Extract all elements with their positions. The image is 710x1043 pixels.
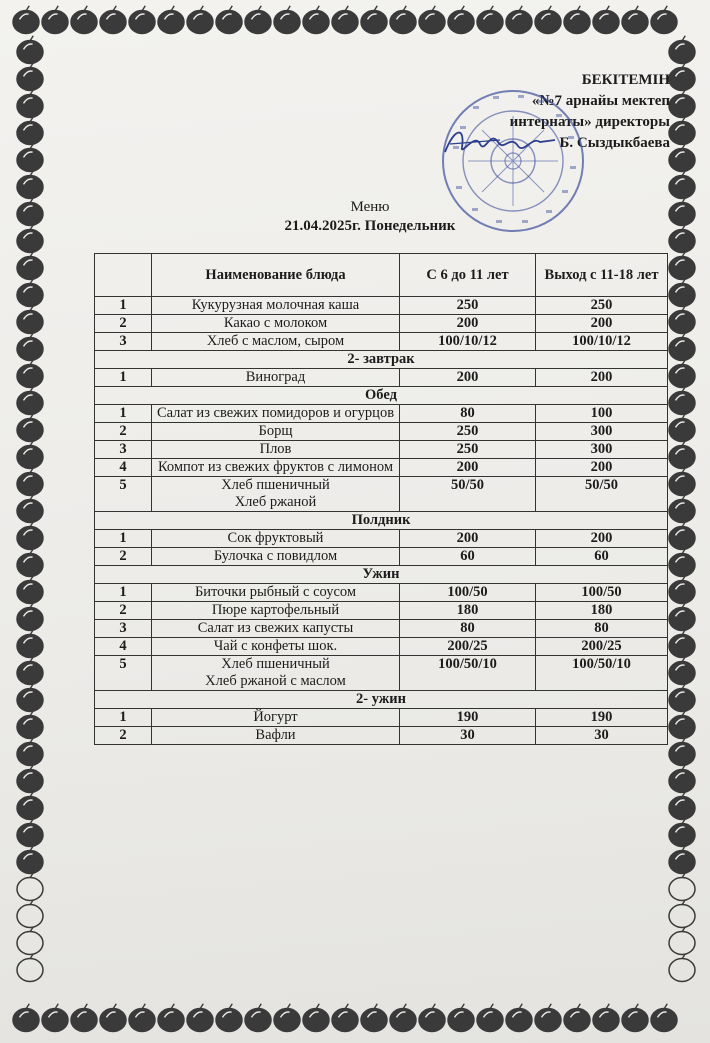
- row-number: 2: [95, 548, 152, 566]
- border-apple-icon: [17, 333, 43, 361]
- border-apple-icon: [419, 6, 445, 34]
- menu-title: Меню: [350, 199, 390, 215]
- row-number: 4: [95, 638, 152, 656]
- border-apple-icon: [17, 900, 43, 928]
- row-number: 5: [95, 477, 152, 512]
- border-apple-icon: [17, 738, 43, 766]
- border-apple-icon: [17, 495, 43, 523]
- row-number: 2: [95, 602, 152, 620]
- approval-line-2: интернаты» директоры: [509, 114, 670, 130]
- portion-6-11: 250: [400, 441, 536, 459]
- portion-6-11: 30: [400, 727, 536, 745]
- border-apple-icon: [17, 144, 43, 172]
- row-number: 5: [95, 656, 152, 691]
- dish-name: Хлеб с маслом, сыром: [152, 333, 400, 351]
- table-row: [95, 315, 668, 333]
- portion-11-18: 200: [536, 530, 668, 548]
- border-apple-icon: [245, 6, 271, 34]
- portion-11-18: 100/50: [536, 584, 668, 602]
- border-apple-icon: [17, 522, 43, 550]
- border-apple-icon: [17, 468, 43, 496]
- border-apple-icon: [669, 738, 695, 766]
- table-header-row: [95, 254, 668, 297]
- border-apple-icon: [71, 1004, 97, 1032]
- portion-11-18: 190: [536, 709, 668, 727]
- approval-line-1: «№7 арнайы мектеп: [531, 93, 670, 109]
- section-title: Полдник: [95, 512, 668, 530]
- header-age-6-11: С 6 до 11 лет: [400, 254, 536, 297]
- portion-11-18: 100/50/10: [536, 656, 668, 691]
- border-apple-icon: [100, 1004, 126, 1032]
- row-number: 4: [95, 459, 152, 477]
- border-apple-icon: [274, 6, 300, 34]
- portion-11-18: 200: [536, 459, 668, 477]
- portion-11-18: 50/50: [536, 477, 668, 512]
- border-apple-icon: [17, 765, 43, 793]
- border-apple-icon: [669, 387, 695, 415]
- border-apple-icon: [216, 1004, 242, 1032]
- row-number: 1: [95, 297, 152, 315]
- border-apple-icon: [669, 495, 695, 523]
- portion-11-18: 300: [536, 441, 668, 459]
- border-apple-icon: [17, 279, 43, 307]
- portion-11-18: 200: [536, 369, 668, 387]
- header-age-11-18: Выход с 11-18 лет: [536, 254, 668, 297]
- section-header-row: [95, 351, 668, 369]
- border-apple-icon: [17, 549, 43, 577]
- border-apple-icon: [158, 6, 184, 34]
- dish-name: Виноград: [152, 369, 400, 387]
- section-header-row: [95, 691, 668, 709]
- border-apple-icon: [17, 684, 43, 712]
- border-apple-icon: [13, 6, 39, 34]
- portion-11-18: 200: [536, 315, 668, 333]
- portion-11-18: 200/25: [536, 638, 668, 656]
- dish-name: Булочка с повидлом: [152, 548, 400, 566]
- row-number: 1: [95, 709, 152, 727]
- border-apple-icon: [17, 171, 43, 199]
- border-apple-icon: [17, 387, 43, 415]
- portion-11-18: 250: [536, 297, 668, 315]
- dish-name: Хлеб пшеничный Хлеб ржаной с маслом: [152, 656, 400, 691]
- border-apple-icon: [669, 792, 695, 820]
- border-apple-icon: [669, 576, 695, 604]
- border-apple-icon: [669, 603, 695, 631]
- dish-name: Салат из свежих помидоров и огурцов: [152, 405, 400, 423]
- border-apple-icon: [622, 1004, 648, 1032]
- border-apple-icon: [535, 1004, 561, 1032]
- border-apple-icon: [506, 1004, 532, 1032]
- portion-11-18: 80: [536, 620, 668, 638]
- portion-6-11: 190: [400, 709, 536, 727]
- portion-6-11: 80: [400, 405, 536, 423]
- border-apple-icon: [669, 711, 695, 739]
- border-apple-icon: [274, 1004, 300, 1032]
- border-apple-icon: [17, 360, 43, 388]
- border-apple-icon: [361, 6, 387, 34]
- portion-11-18: 300: [536, 423, 668, 441]
- border-apple-icon: [361, 1004, 387, 1032]
- table-row: [95, 620, 668, 638]
- table-row: [95, 297, 668, 315]
- border-apple-icon: [158, 1004, 184, 1032]
- border-apple-icon: [669, 252, 695, 280]
- table-row: [95, 369, 668, 387]
- director-signature: [440, 122, 560, 162]
- border-apple-icon: [669, 198, 695, 226]
- row-number: 2: [95, 315, 152, 333]
- row-number: 3: [95, 441, 152, 459]
- border-apple-icon: [13, 1004, 39, 1032]
- border-apple-icon: [17, 711, 43, 739]
- border-apple-icon: [100, 6, 126, 34]
- section-title: Обед: [95, 387, 668, 405]
- portion-6-11: 180: [400, 602, 536, 620]
- dish-name: Пюре картофельный: [152, 602, 400, 620]
- border-apple-icon: [669, 927, 695, 955]
- table-row: [95, 656, 668, 691]
- portion-6-11: 200: [400, 315, 536, 333]
- border-apple-icon: [669, 900, 695, 928]
- row-number: 1: [95, 530, 152, 548]
- border-apple-icon: [332, 1004, 358, 1032]
- dish-name: Борщ: [152, 423, 400, 441]
- portion-11-18: 100/10/12: [536, 333, 668, 351]
- border-apple-icon: [669, 225, 695, 253]
- section-title: 2- ужин: [95, 691, 668, 709]
- row-number: 3: [95, 333, 152, 351]
- border-apple-icon: [535, 6, 561, 34]
- border-apple-icon: [187, 1004, 213, 1032]
- row-number: 1: [95, 584, 152, 602]
- border-apple-icon: [17, 36, 43, 64]
- border-apple-icon: [669, 279, 695, 307]
- menu-title-block: [240, 198, 500, 236]
- border-apple-icon: [669, 819, 695, 847]
- menu-date: 21.04.2025г. Понедельник: [284, 218, 456, 234]
- approval-title: БЕКІТЕМІН: [581, 72, 670, 88]
- table-row: [95, 333, 668, 351]
- border-apple-icon: [17, 117, 43, 145]
- portion-6-11: 100/50: [400, 584, 536, 602]
- border-apple-icon: [506, 6, 532, 34]
- table-row: [95, 459, 668, 477]
- border-apple-icon: [669, 360, 695, 388]
- border-apple-icon: [448, 1004, 474, 1032]
- border-apple-icon: [669, 765, 695, 793]
- portion-11-18: 60: [536, 548, 668, 566]
- border-apple-icon: [448, 6, 474, 34]
- border-apple-icon: [17, 603, 43, 631]
- border-apple-icon: [129, 1004, 155, 1032]
- portion-6-11: 100/50/10: [400, 656, 536, 691]
- border-apple-icon: [564, 1004, 590, 1032]
- border-apple-icon: [17, 927, 43, 955]
- border-apple-icon: [669, 171, 695, 199]
- row-number: 1: [95, 405, 152, 423]
- portion-6-11: 80: [400, 620, 536, 638]
- dish-name: Сок фруктовый: [152, 530, 400, 548]
- portion-6-11: 250: [400, 423, 536, 441]
- border-apple-icon: [477, 1004, 503, 1032]
- border-apple-icon: [17, 198, 43, 226]
- table-row: [95, 423, 668, 441]
- border-apple-icon: [17, 954, 43, 982]
- border-apple-icon: [669, 63, 695, 91]
- portion-6-11: 60: [400, 548, 536, 566]
- portion-6-11: 50/50: [400, 477, 536, 512]
- table-row: [95, 441, 668, 459]
- border-apple-icon: [17, 90, 43, 118]
- border-apple-icon: [17, 252, 43, 280]
- dish-name: Кукурузная молочная каша: [152, 297, 400, 315]
- border-apple-icon: [303, 6, 329, 34]
- row-number: 3: [95, 620, 152, 638]
- border-apple-icon: [17, 441, 43, 469]
- border-apple-icon: [390, 1004, 416, 1032]
- border-apple-icon: [17, 414, 43, 442]
- border-apple-icon: [593, 6, 619, 34]
- dish-name: Хлеб пшеничный Хлеб ржаной: [152, 477, 400, 512]
- border-apple-icon: [669, 441, 695, 469]
- row-number: 1: [95, 369, 152, 387]
- border-apple-icon: [332, 6, 358, 34]
- border-apple-icon: [669, 630, 695, 658]
- header-number: [95, 254, 152, 297]
- border-apple-icon: [651, 6, 677, 34]
- table-row: [95, 405, 668, 423]
- border-apple-icon: [669, 117, 695, 145]
- portion-6-11: 250: [400, 297, 536, 315]
- border-apple-icon: [245, 1004, 271, 1032]
- table-row: [95, 548, 668, 566]
- row-number: 2: [95, 727, 152, 745]
- dish-name: Йогурт: [152, 709, 400, 727]
- border-apple-icon: [17, 873, 43, 901]
- border-apple-icon: [669, 468, 695, 496]
- approval-director-name: Б. Сыздыкбаева: [559, 135, 670, 151]
- border-apple-icon: [564, 6, 590, 34]
- border-apple-icon: [669, 657, 695, 685]
- border-apple-icon: [17, 225, 43, 253]
- portion-6-11: 100/10/12: [400, 333, 536, 351]
- portion-11-18: 180: [536, 602, 668, 620]
- border-apple-icon: [42, 6, 68, 34]
- section-title: 2- завтрак: [95, 351, 668, 369]
- border-apple-icon: [593, 1004, 619, 1032]
- table-row: [95, 602, 668, 620]
- dish-name: Вафли: [152, 727, 400, 745]
- header-dish-name: Наименование блюда: [152, 254, 400, 297]
- dish-name: Салат из свежих капусты: [152, 620, 400, 638]
- border-apple-icon: [669, 306, 695, 334]
- dish-name: Биточки рыбный с соусом: [152, 584, 400, 602]
- table-row: [95, 727, 668, 745]
- border-apple-icon: [17, 792, 43, 820]
- border-apple-icon: [669, 90, 695, 118]
- border-apple-icon: [651, 1004, 677, 1032]
- border-apple-icon: [622, 6, 648, 34]
- section-title: Ужин: [95, 566, 668, 584]
- border-apple-icon: [477, 6, 503, 34]
- section-header-row: [95, 512, 668, 530]
- border-apple-icon: [669, 684, 695, 712]
- border-apple-icon: [17, 630, 43, 658]
- portion-6-11: 200/25: [400, 638, 536, 656]
- border-apple-icon: [669, 36, 695, 64]
- border-apple-icon: [669, 522, 695, 550]
- table-row: [95, 584, 668, 602]
- dish-name: Чай с конфеты шок.: [152, 638, 400, 656]
- border-apple-icon: [129, 6, 155, 34]
- border-apple-icon: [17, 657, 43, 685]
- border-apple-icon: [71, 6, 97, 34]
- section-header-row: [95, 387, 668, 405]
- border-apple-icon: [390, 6, 416, 34]
- menu-table: [94, 253, 668, 745]
- border-apple-icon: [669, 954, 695, 982]
- table-row: [95, 638, 668, 656]
- border-apple-icon: [216, 6, 242, 34]
- section-header-row: [95, 566, 668, 584]
- table-row: [95, 530, 668, 548]
- dish-name: Компот из свежих фруктов с лимоном: [152, 459, 400, 477]
- row-number: 2: [95, 423, 152, 441]
- border-apple-icon: [669, 414, 695, 442]
- border-apple-icon: [303, 1004, 329, 1032]
- portion-11-18: 100: [536, 405, 668, 423]
- border-apple-icon: [17, 576, 43, 604]
- border-apple-icon: [17, 846, 43, 874]
- portion-6-11: 200: [400, 459, 536, 477]
- border-apple-icon: [669, 873, 695, 901]
- border-apple-icon: [17, 306, 43, 334]
- dish-name: Какао с молоком: [152, 315, 400, 333]
- border-apple-icon: [669, 144, 695, 172]
- border-apple-icon: [669, 549, 695, 577]
- border-apple-icon: [419, 1004, 445, 1032]
- dish-name: Плов: [152, 441, 400, 459]
- table-row: [95, 477, 668, 512]
- portion-6-11: 200: [400, 369, 536, 387]
- border-apple-icon: [17, 63, 43, 91]
- border-apple-icon: [669, 333, 695, 361]
- portion-11-18: 30: [536, 727, 668, 745]
- border-apple-icon: [42, 1004, 68, 1032]
- portion-6-11: 200: [400, 530, 536, 548]
- border-apple-icon: [669, 846, 695, 874]
- border-apple-icon: [187, 6, 213, 34]
- border-apple-icon: [17, 819, 43, 847]
- table-row: [95, 709, 668, 727]
